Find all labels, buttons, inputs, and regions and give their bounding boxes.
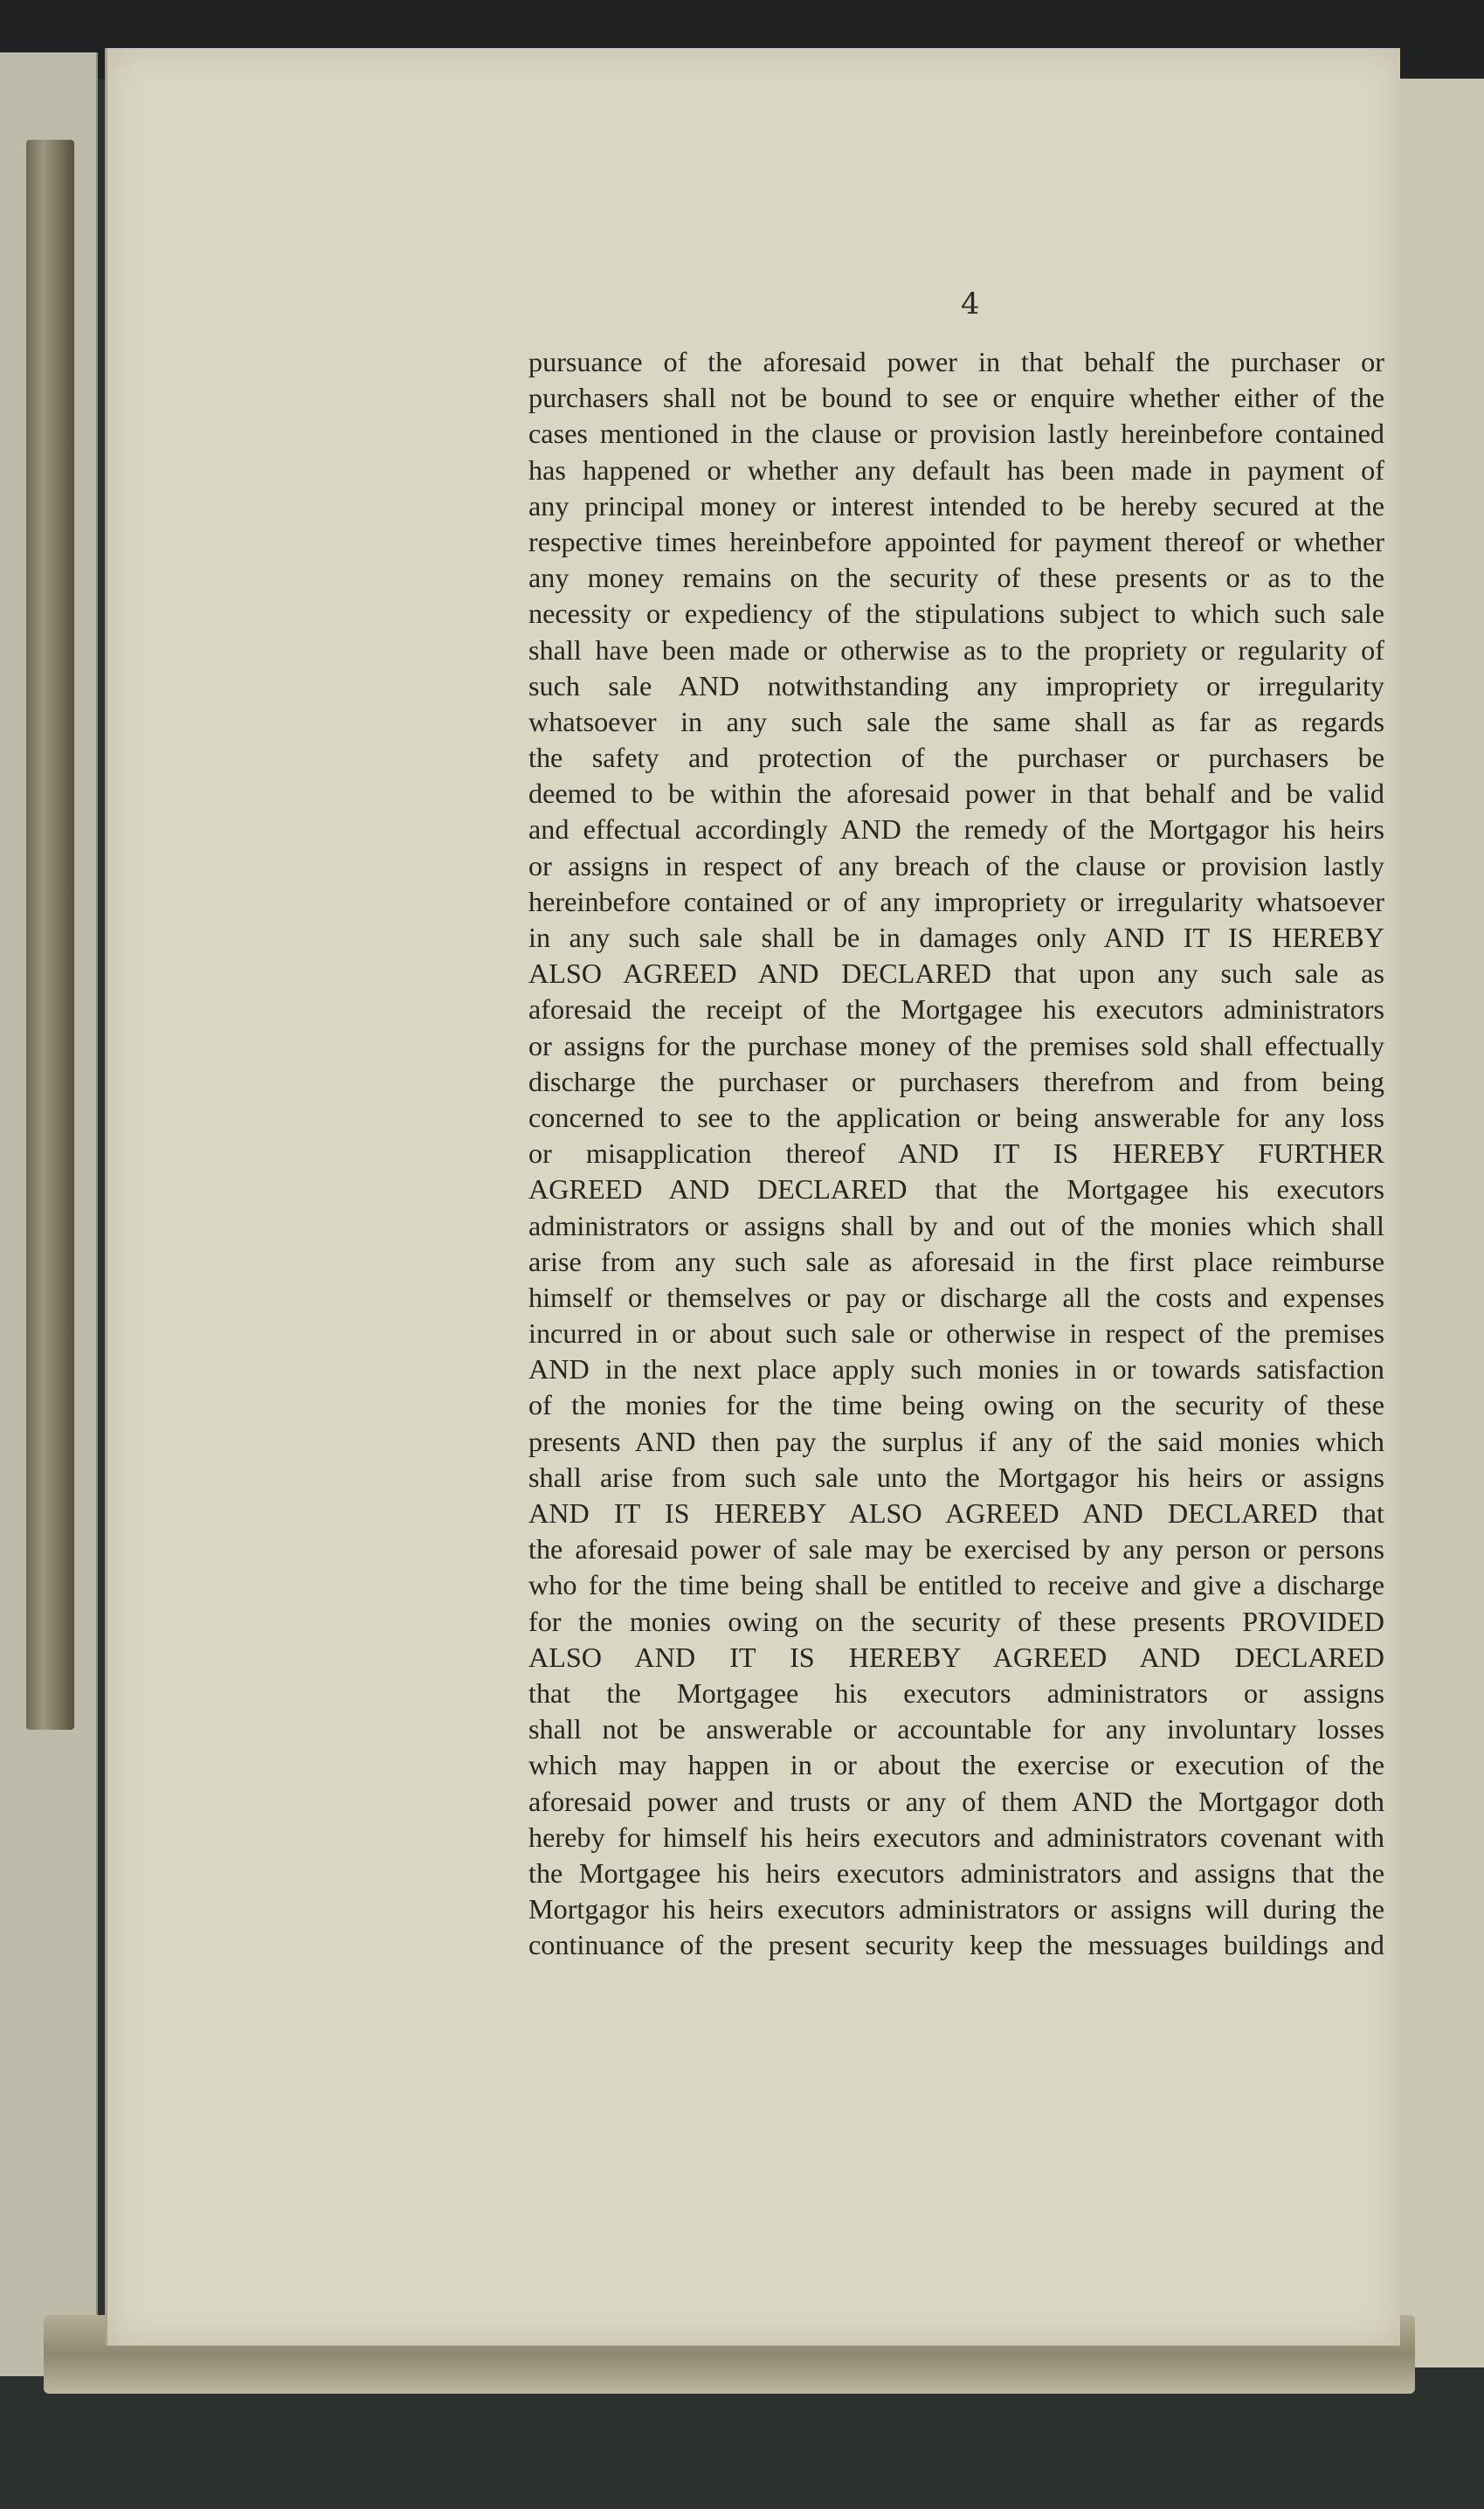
text-line: continuance of the present security keep the messuages buildings and: [528, 1929, 1384, 1961]
text-line: hereinbefore contained or of any impropriety or irregularity whatsoever: [528, 885, 1384, 917]
text-line: or assigns for the purchase money of the premises sold shall effectually: [528, 1029, 1384, 1061]
text-line: which may happen in or about the exercise or execution of the: [528, 1749, 1384, 1781]
text-line: AGREED AND DECLARED that the Mortgagee his executors: [528, 1173, 1384, 1206]
text-line: Mortgagor his heirs executors administrators or assigns will during the: [528, 1893, 1384, 1925]
text-line: or assigns in respect of any breach of the clause or provision lastly: [528, 849, 1384, 881]
text-line: respective times hereinbefore appointed for payment thereof or whether: [528, 525, 1384, 557]
text-line: deemed to be within the aforesaid power in that behalf and be valid: [528, 778, 1384, 810]
text-line: shall arise from such sale unto the Mortgagor his heirs or assigns: [528, 1461, 1384, 1493]
text-line: incurred in or about such sale or otherwise in respect of the premises: [528, 1317, 1384, 1350]
text-line: has happened or whether any default has been made in payment of: [528, 453, 1384, 486]
text-line: necessity or expediency of the stipulations subject to which such sale: [528, 598, 1384, 630]
text-line: and effectual accordingly AND the remedy of the Mortgagor his heirs: [528, 813, 1384, 846]
binding-strip: [26, 140, 74, 1730]
text-line: for the monies owing on the security of these presents PROVIDED: [528, 1605, 1384, 1637]
text-line: of the monies for the time being owing on the security of these: [528, 1389, 1384, 1421]
text-line: presents AND then pay the surplus if any of the said monies which: [528, 1425, 1384, 1457]
text-line: ALSO AND IT IS HEREBY AGREED AND DECLARED: [528, 1641, 1384, 1673]
text-line: any principal money or interest intended to be hereby secured at the: [528, 489, 1384, 522]
text-line: arise from any such sale as aforesaid in the first place reimburse: [528, 1245, 1384, 1277]
next-page-edge: [1398, 79, 1484, 2367]
text-line: or misapplication thereof AND IT IS HEREBY FURTHER: [528, 1137, 1384, 1170]
text-line: hereby for himself his heirs executors and administrators covenant with: [528, 1821, 1384, 1853]
text-line: shall not be answerable or accountable for any involuntary losses: [528, 1713, 1384, 1745]
text-line: discharge the purchaser or purchasers therefrom and from being: [528, 1065, 1384, 1097]
page-number: 4: [961, 287, 980, 321]
text-line: administrators or assigns shall by and out of the monies which shall: [528, 1209, 1384, 1241]
text-line: cases mentioned in the clause or provision lastly hereinbefore contained: [528, 418, 1384, 450]
text-line: in any such sale shall be in damages only AND IT IS HEREBY: [528, 922, 1384, 953]
text-line: who for the time being shall be entitled to receive and give a discharge: [528, 1569, 1384, 1601]
text-line: pursuance of the aforesaid power in that behalf the purchaser or: [528, 346, 1384, 377]
text-line: the aforesaid power of sale may be exercised by any person or persons: [528, 1533, 1384, 1566]
text-line: ALSO AGREED AND DECLARED that upon any such sale as: [528, 957, 1384, 990]
text-line: shall have been made or otherwise as to the propriety or regularity of: [528, 633, 1384, 666]
text-line: whatsoever in any such sale the same shall as far as regards: [528, 705, 1384, 737]
text-line: concerned to see to the application or being answerable for any loss: [528, 1101, 1384, 1133]
text-line: the safety and protection of the purchaser or purchasers be: [528, 742, 1384, 774]
text-line: aforesaid the receipt of the Mortgagee his executors administrators: [528, 993, 1384, 1026]
text-line: such sale AND notwithstanding any impropriety or irregularity: [528, 669, 1384, 702]
text-line: aforesaid power and trusts or any of them AND the Mortgagor doth: [528, 1785, 1384, 1817]
text-line: AND in the next place apply such monies in or towards satisfaction: [528, 1353, 1384, 1386]
underlying-page-edge: [0, 52, 98, 2376]
text-line: himself or themselves or pay or discharge all the costs and expenses: [528, 1281, 1384, 1313]
text-line: purchasers shall not be bound to see or enquire whether either of the: [528, 382, 1384, 414]
text-line: the Mortgagee his heirs executors administrators and assigns that the: [528, 1856, 1384, 1889]
body-text: [528, 344, 1384, 1963]
text-line: any money remains on the security of these presents or as to the: [528, 562, 1384, 594]
text-line: that the Mortgagee his executors administrators or assigns: [528, 1676, 1384, 1709]
text-line: AND IT IS HEREBY ALSO AGREED AND DECLARED that: [528, 1497, 1384, 1529]
